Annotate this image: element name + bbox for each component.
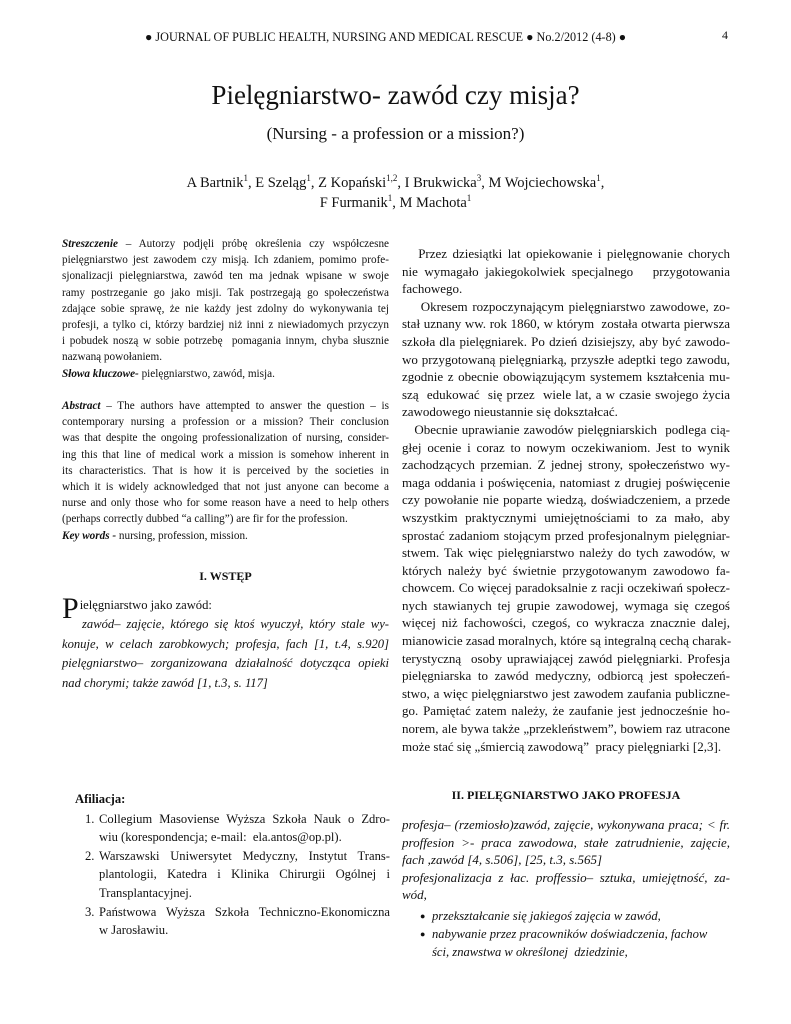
text-line: Okresem rozpoczynającym pielęgniarstwo zawodowe, zo-: [402, 298, 730, 314]
text-line: stał uznany ww. rok 1860, w którym została otwarta pierwsza: [402, 316, 730, 332]
definition-line: konuje, w celach zarobkowych; profesja, fach [1, t.4, s.920]: [62, 636, 389, 651]
bullet-icon: ●: [420, 929, 426, 940]
text-line: i pobudek noszą w sobie potrzebę pomagania innym, chyba słusznie: [62, 335, 389, 348]
keywords-lead: Key words -: [62, 529, 117, 542]
author-affiliation-number: 1: [387, 193, 393, 203]
abstract-polish: [62, 236, 389, 382]
keywords-lead: Słowa kluczowe-: [62, 367, 139, 380]
bullet-icon: ●: [420, 911, 426, 921]
text-line: więcej niż fachowości, czegoś, co wykracza znacznie dalej,: [402, 615, 730, 631]
section-heading-intro: I. WSTĘP: [199, 569, 252, 583]
author-name: Z Kopański: [318, 175, 387, 191]
affiliation-line: Państwowa Wyższa Szkoła Techniczno-Ekonomiczna: [99, 904, 390, 919]
affiliation-line: Warszawski Uniwersytet Medyczny, Instytut Trans-: [99, 848, 390, 863]
affiliation-line: plantologii, Katedra i Klinika Chirurgii Ogólnej i: [99, 867, 390, 882]
affiliation-line: w Jarosławiu.: [99, 923, 169, 938]
affiliation-item: [75, 903, 390, 940]
text-line: fachowego.: [402, 281, 463, 297]
drop-cap: P: [62, 592, 79, 625]
definition: [402, 816, 730, 869]
text-line: norem, ale bywa także „przekleństwem”, bowiem raz utracone: [402, 721, 730, 737]
text-line: stwo, a więc pielęgniarstwo jest zawodem zaufania publiczne-: [402, 685, 730, 701]
item-number: 1.: [85, 811, 95, 826]
author: Z Kopański$^{1,2}$,: [318, 173, 405, 191]
text-line: stwem. Tak więc pielęgniarstwo należy do tych zawodów, w: [402, 545, 730, 561]
paragraph: [402, 245, 730, 298]
text-line: nurse and only those who for some reason have a need to help others: [62, 497, 389, 510]
affiliation-line: wiu (korespondencja; e-mail: ela.antos@op.pl).: [99, 830, 342, 845]
definition-line: wód,: [402, 887, 427, 902]
text-line: maga oddania i poświęcenia, natomiast z drugiej poświęcenie: [402, 474, 730, 490]
text-line: zachodzących przemian. Z jednej strony, społeczeństwo wy-: [402, 457, 730, 473]
author-name: I Brukwicka: [404, 175, 477, 191]
author-name: A Bartnik: [186, 175, 244, 191]
definition-line: profesja– (rzemiosło)zawód, zajęcie, wykonywana praca; < fr.: [402, 817, 730, 832]
section-heading-profession: II. PIELĘGNIARSTWO JAKO PROFESJA: [451, 788, 681, 802]
text-line: zawodowego nieustannie się dokształcać.: [402, 404, 618, 420]
body-text: [402, 245, 730, 755]
text-line: głej ocenie i coraz to nowym oczekiwaniom. Jest to wynik: [402, 439, 730, 455]
text-line: sjonalizacji pielęgniarstwa, zawód ten ma jednak wpisane w swoje: [62, 270, 389, 283]
author-list: [0, 173, 791, 213]
keywords-text: pielęgniarstwo, zawód, misja.: [138, 367, 275, 380]
bullet-item: [420, 907, 730, 925]
author: E Szeląg$^1$,: [255, 173, 319, 191]
bullet-list: [420, 907, 730, 962]
paragraph: [402, 421, 730, 755]
affiliation-item: [75, 810, 390, 847]
intro-definitions: [62, 592, 389, 693]
definition-line: fach ,zawód [4, s.506], [25, t.3, s.565]: [402, 852, 603, 867]
text-line: wszystkim praktycznymi umiejętnościami to za mało, aby: [402, 509, 730, 525]
text-line: nazwaną powołaniem.: [62, 351, 163, 364]
author: F Furmanik$^1$,: [319, 193, 400, 211]
bullet-line: nabywanie przez pracowników doświadczenia, fachow: [432, 927, 708, 942]
text-line: ramy postrzeganie go jako misji. Tak postrzegają go społeczeństwa: [62, 286, 389, 299]
text-line: wo przygotowaną pielęgniarką, przyszłe adeptki tego zawodu,: [402, 351, 730, 367]
author-affiliation-number: 1,2: [386, 173, 398, 183]
definition-line: zawód– zajęcie, którego się ktoś wyuczył, który stale wy-: [82, 617, 389, 632]
author: [400, 195, 472, 211]
intro-first-line: ielęgniarstwo jako zawód:: [79, 598, 212, 612]
author-affiliation-number: 1: [596, 173, 601, 183]
abstract-text: – Autorzy podjęli próbę określenia czy współczesne: [117, 238, 389, 250]
item-number: 3.: [85, 904, 95, 919]
text-line: its characteristics. That is how it is perceived by the societies in: [62, 464, 389, 477]
text-line: pielęgniarska to zawód medyczny, odbiorcą jest społeczeń-: [402, 668, 730, 684]
item-number: 2.: [85, 848, 95, 863]
text-line: mianowicie zasad moralnych, które są integralną cechą charak-: [402, 633, 732, 649]
text-line: pielęgniarstwo jest zawodem czy misją. Ich zdaniem, pomimo profe-: [62, 254, 389, 267]
author: A Bartnik$^1$,: [186, 173, 256, 191]
text-line: contemporary nursing a profession or a mission? Their conclusion: [62, 416, 389, 429]
text-line: czy powołanie nie poparte wiedzą, doświadczeniem, a przede: [402, 492, 730, 508]
text-line: Obecnie uprawianie zawodów pielęgniarskich podlega cią-: [402, 421, 730, 437]
bullet-line: przekształcanie się jakiegoś zajęcia w zawód,: [432, 909, 661, 923]
definition: [402, 869, 730, 904]
affiliation-item: [75, 847, 390, 903]
author-name: M Machota: [399, 195, 467, 211]
abstract-lead: Abstract: [62, 400, 101, 412]
text-line: ing this that line of medical work a mission is somehow inherent in: [62, 448, 389, 461]
definition-line: proffesion >- praca zawodowa, stałe zatrudnienie, zajęcie,: [402, 834, 730, 850]
author-affiliation-number: 1: [306, 173, 311, 183]
text-line: Przez dziesiątki lat opiekowanie i pielęgnowanie chorych: [402, 246, 730, 261]
affiliation-heading: Afiliacja:: [75, 792, 126, 806]
text-line: zdające sobie sprawę, że nie każdy jest zdolny do wykonywania tej: [62, 302, 389, 315]
text-line: nie wymagało jakiegokolwiek specjalnego przygotowania: [402, 263, 730, 279]
definition-line: nad chorymi; także zawód [1, t.3, s. 117]: [62, 675, 268, 690]
text-line: which it is widely acknowledged that not just anyone can become a: [62, 481, 389, 494]
text-line: zgodnie z obecnie obowiązującym systemem kształcenia mu-: [402, 369, 730, 385]
text-line: sprostać zadaniom stojącym przed profesjonalnym pielęgniar-: [402, 527, 730, 543]
article-title: Pielęgniarstwo- zawód czy misja?: [211, 80, 580, 110]
page-number: 4: [722, 28, 728, 42]
abstract-lead: Streszczenie: [62, 238, 118, 250]
journal-header: ● JOURNAL OF PUBLIC HEALTH, NURSING AND MEDICAL RESCUE ● No.2/2012 (4-8) ●: [145, 30, 627, 44]
author-name: M Wojciechowska: [488, 175, 597, 191]
text-line: (perhaps correctly dubbed “a calling”) are fir for the profession.: [62, 513, 348, 526]
text-line: nych stawianych tej grupie zawodowej, wymaga się czegoś: [402, 597, 730, 613]
text-line: może stać się „śmiercią zawodową” pracy pielęgniarki [2,3].: [402, 738, 722, 754]
keywords-text: nursing, profession, mission.: [116, 529, 248, 542]
author-name: E Szeląg: [255, 175, 307, 191]
text-line: terystyczną osoby uprawiającej zawód pielęgniarki. Profesja: [402, 650, 730, 666]
text-line: szkoła dla pielęgniarek. Po dzień dzisiejszy, aby być zawodo-: [402, 333, 730, 349]
text-line: których należy być świetnie przygotowanym zawodowo fa-: [402, 562, 730, 578]
text-line: go. Pamiętać zatem należy, że zaufanie jest jednocześnie ho-: [402, 703, 730, 719]
author-name: F Furmanik: [319, 195, 388, 211]
bullet-line: ści, znawstwa w określonej dziedzinie,: [432, 945, 628, 960]
affiliation-block: [75, 790, 390, 940]
author: I Brukwicka$^3$,: [404, 173, 489, 191]
author: M Wojciechowska$^1$,: [488, 173, 605, 191]
affiliation-line: Transplantacyjnej.: [99, 885, 192, 900]
definitions: [402, 816, 730, 904]
affiliation-line: Collegium Masoviense Wyższa Szkoła Nauk o Zdro-: [99, 811, 390, 826]
text-line: szą edukować się przez wiele lat, a w czasie swojego życia: [402, 386, 730, 402]
definition-line: pielęgniarstwo– zorganizowana działalność dotycząca opieki: [62, 656, 389, 671]
text-line: chowcem. Co więcej paradoksalnie z racji oczekiwań społecz-: [402, 580, 730, 596]
text-line: profesji, a tylko ci, którzy bardziej niż inni z niewiadomych przyczyn: [62, 319, 389, 332]
author-affiliation-number: 1: [466, 193, 472, 203]
paragraph: [402, 298, 730, 421]
article-subtitle: (Nursing - a profession or a mission?): [266, 124, 525, 143]
text-line: was that despite the ongoing professionalization of nursing, consider-: [62, 432, 389, 445]
bullet-item: [420, 925, 730, 961]
abstract-english: [62, 398, 389, 544]
author-affiliation-number: 3: [476, 173, 482, 183]
definition-line: profesjonalizacja z łac. proffessio– sztuka, umiejętność, za-: [402, 869, 730, 885]
abstract-text: – The authors have attempted to answer the question – is: [100, 400, 389, 412]
author-affiliation-number: 1: [243, 173, 248, 183]
